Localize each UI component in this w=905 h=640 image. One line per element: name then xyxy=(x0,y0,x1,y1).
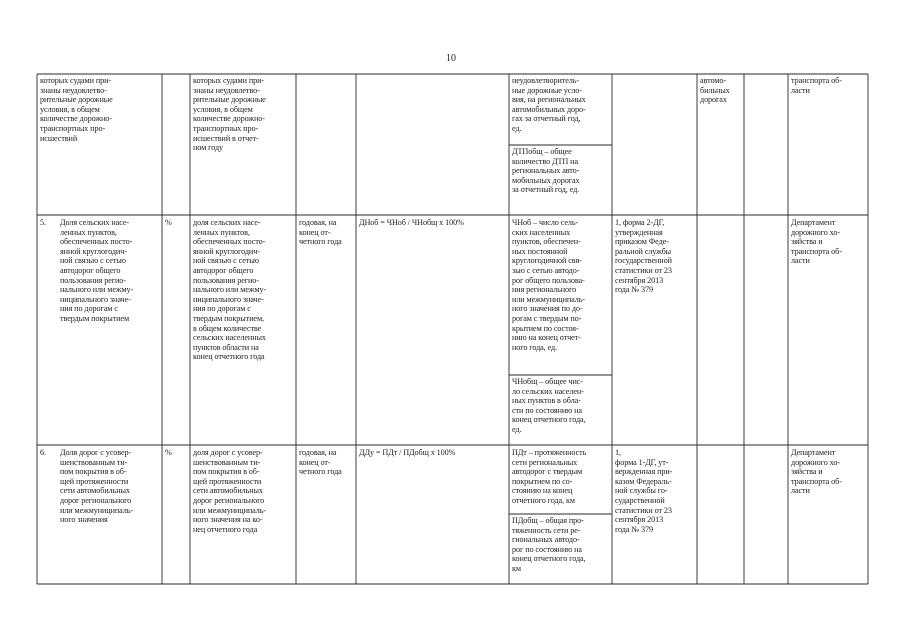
row6-periodicity: годовая, на конец от- четного года xyxy=(299,448,342,477)
row6-responsible: Департамент дорожного хо- зяйства и транспорта об- ласти xyxy=(791,448,842,496)
row5-name: Доля сельских насе- ленных пунктов, обеспеченных посто- янной круглогодич- ной связью с сетью автодорог общего пользования регио- нального или межму- ниципального значе- ния по дорогам с твердым покрытием xyxy=(60,218,134,323)
row5-variable-1: ЧНоб – число сель- ских населенных пунктов, обеспечен- ных постоянной круглогодичной свя- зью с сетью автодо- рог общего пользова- ния регионального или межмуниципаль- ного значения по до- рогам с твердым по- крытием по состоя- нию на конец отчет- ного года, ед. xyxy=(512,218,586,352)
row-cont-name: которых судами при- знаны неудовлетво- рительные дорожные условия, в общем количестве дорожно- транспортных про- исшествий xyxy=(40,76,113,143)
row6-variable-2: ПДобщ – общая про- тяженность сети ре- гиональных автодо- рог по состоянию на конец отчетного года, км xyxy=(512,516,586,573)
row-cont-source: автомо- бильных дорогах xyxy=(700,76,730,105)
row-cont-variable-2: ДТПобщ – общее количество ДТП на региональных авто- мобильных дорогах за отчетный год, ед. xyxy=(512,147,580,195)
row6-formula: ДДу = ПДт / ПДобщ х 100% xyxy=(359,448,456,457)
row5-definition: доля сельских насе- ленных пунктов, обеспеченных посто- янной круглогодич- ной связью с сетью автодорог общего пользования регио- нального или межму- ниципального значе- ния по дорогам с твердым покрытием, в общем количестве сельских населенных пунктов области на конец отчетного года xyxy=(193,218,267,362)
row5-responsible: Департамент дорожного хо- зяйства и транспорта об- ласти xyxy=(791,218,842,266)
row5-unit: % xyxy=(165,218,172,227)
row6-definition: доля дорог с усовер- шенствованным ти- пом покрытия в об- щей протяженности сети автомобильных дорог регионального или межмуниципаль- ного значения на ко- нец отчетного года xyxy=(193,448,267,534)
row5-number: 5. xyxy=(40,218,46,227)
row5-source: 1, форма 2-ДГ, утвержденная приказом Феде- ральной службы государственной статистики от 23 сентября 2013 года № 379 xyxy=(615,218,672,295)
row-cont-definition: которых судами при- знаны неудовлетво- рительные дорожные условия, в общем количестве дорожно- транспортных про- исшествий в отчет- ном году xyxy=(193,76,266,153)
row6-name: Доля дорог с усовер- шенствованным ти- пом покрытия в об- щей протяженности сети автомобильных дорог регионального или межмуниципаль- ного значения xyxy=(60,448,134,525)
row5-variable-2: ЧНобщ – общее чис- ло сельских населен- ных пунктов в обла- сти по состоянию на конец отчетного года, ед. xyxy=(512,377,586,434)
row6-variable-1: ПДт – протяженность сети региональных автодорог с твердым покрытием по со- стоянию на конец отчетного года, км xyxy=(512,448,587,505)
row-cont-variable-1: неудовлетворитель- ные дорожные усло- вия, на региональных автомобильных доро- гах за отчетный год, ед. xyxy=(512,76,586,133)
page-number: 10 xyxy=(446,53,456,64)
row5-periodicity: годовая, на конец от- четного года xyxy=(299,218,342,247)
row-cont-responsible: транспорта об- ласти xyxy=(791,76,842,95)
row6-source: 1, форма 1-ДГ, ут- вержденная при- казом Федераль- ной службы го- сударственной статистики от 23 сентября 2013 года № 379 xyxy=(615,448,673,534)
row6-unit: % xyxy=(165,448,172,457)
row6-number: 6. xyxy=(40,448,46,457)
row5-formula: ДНоб = ЧНоб / ЧНобщ х 100% xyxy=(359,218,464,227)
